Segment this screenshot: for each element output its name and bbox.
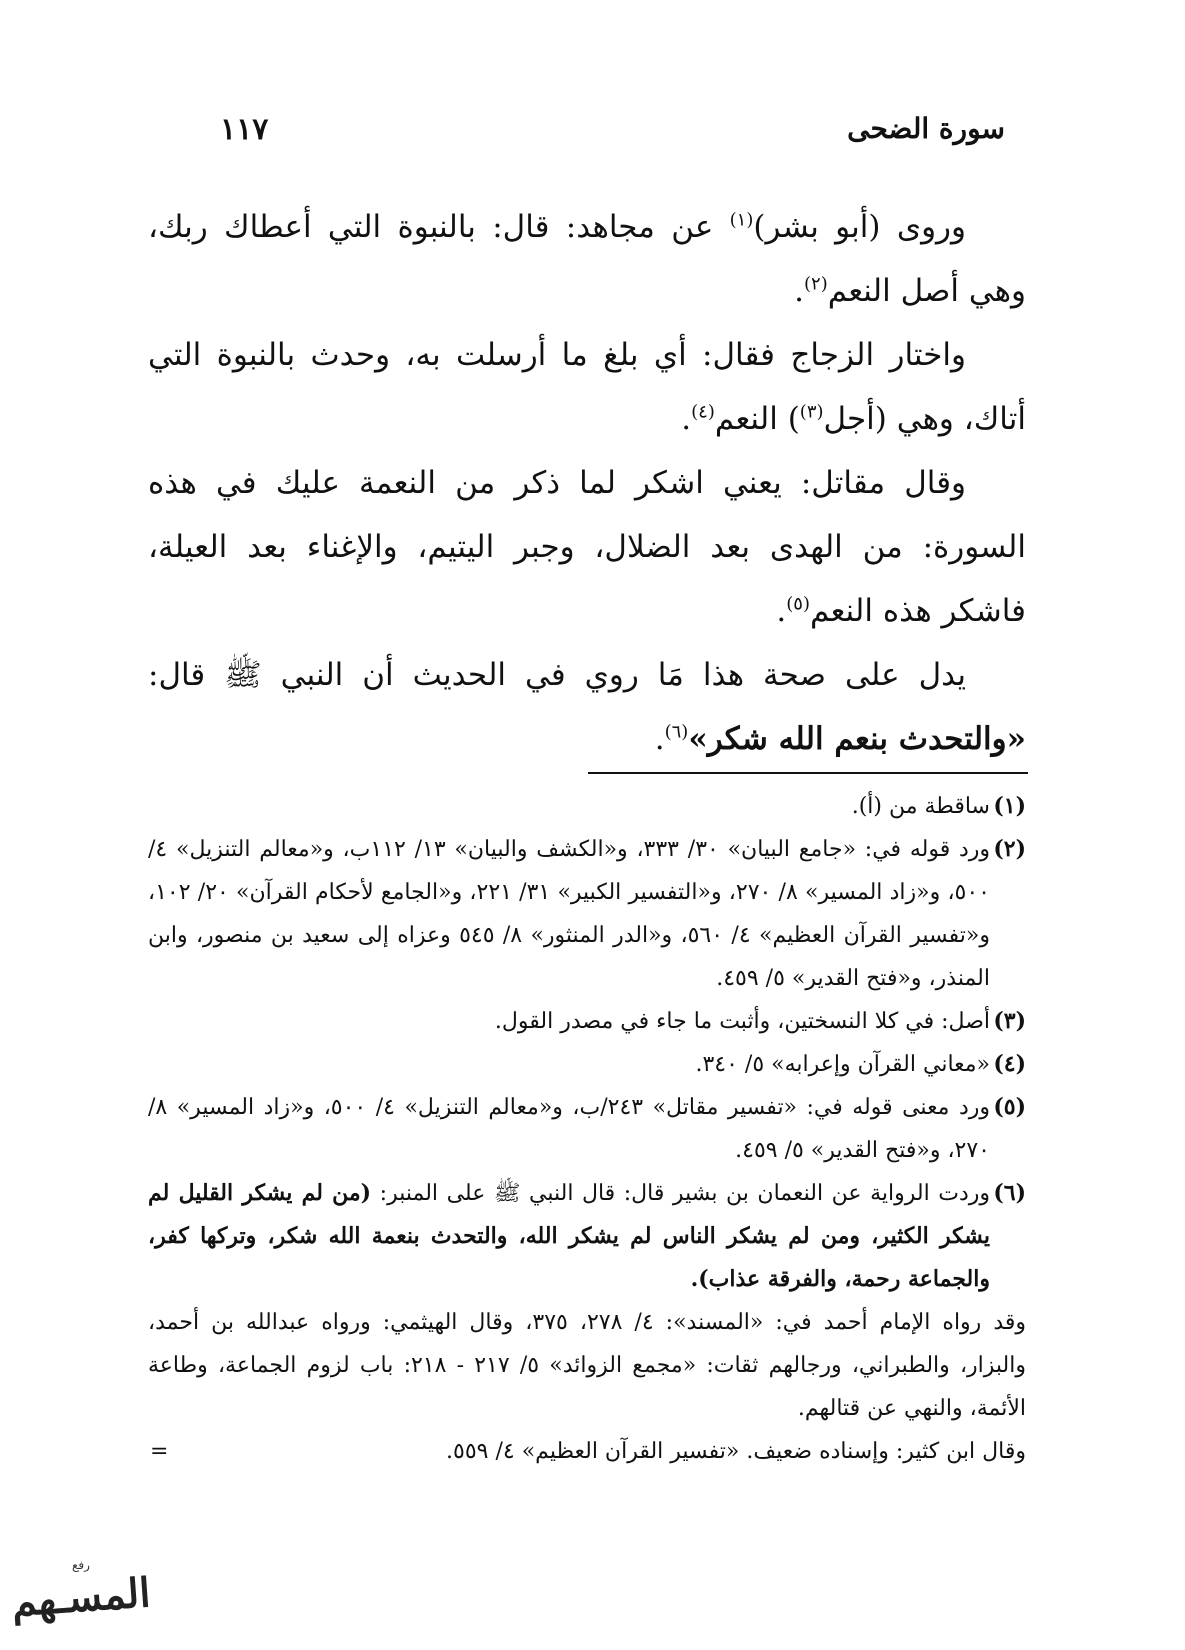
text-run: ورد قوله في: «جامع البيان» ٣٠/ ٣٣٣، و«الكشف والبيان» ١٣/ ١١٢ب، و«معالم التنزيل» ٤/ ٥٠٠، و«زاد المسير» ٨/ ٢٧٠، و«التفسير الكبير» ٣١/ ٢٢١، و«الجامع لأحكام القرآن» ٢٠/ ١٠٢، و«تفسير القرآن العظيم» ٤/ ٥٦٠، و«الدر المنثور» ٨/ ٥٤٥ وعزاه إلى سعيد بن منصور، وابن المنذر، و«فتح القدير» ٥/ ٤٥٩. (148, 837, 991, 991)
page-number: ١١٧ (220, 112, 269, 147)
footnote-number: (٦) (993, 1180, 1026, 1206)
main-text (148, 195, 1026, 771)
footnote (148, 1172, 1026, 1301)
footnote-ref: (٤) (691, 401, 715, 423)
text-run: ورد معنى قوله في: «تفسير مقاتل» ٢٤٣/ب، و«معالم التنزيل» ٤/ ٥٠٠، و«زاد المسير» ٨/ ٢٧٠، و«فتح القدير» ٥/ ٤٥٩. (148, 1095, 990, 1163)
footnote-list (148, 785, 1026, 1301)
footnote-divider (588, 772, 1028, 774)
text-run: . (681, 401, 692, 437)
text-run: يدل على صحة هذا مَا روي في الحديث أن النبي ﷺ قال: (148, 657, 966, 693)
footnote (148, 828, 1026, 1000)
footnote-text (148, 785, 990, 828)
text-run: . (776, 593, 787, 629)
footnote-text (148, 1086, 990, 1172)
footnote-ref: (٣) (799, 401, 824, 423)
text-run: وردت الرواية عن النعمان بن بشير قال: قال النبي ﷺ على المنبر: (371, 1181, 990, 1206)
footnotes (148, 785, 1026, 1473)
text-run: ساقطة من (أ). (851, 794, 990, 819)
text-run: عن مجاهد: قال: بالنبوة التي أعطاك ربك، وهي أصل النعم (148, 209, 1026, 309)
footnote-text (148, 1000, 990, 1043)
footnote-number: (٥) (993, 1094, 1026, 1120)
footnote-number: (٢) (993, 836, 1026, 862)
library-stamp (6, 1558, 156, 1638)
text-run: ) النعم (714, 401, 800, 437)
footnote-number: (٣) (993, 1008, 1026, 1034)
footnote-text (148, 828, 990, 1000)
text-run: أصل: في كلا النسختين، وأثبت ما جاء في مصدر القول. (494, 1009, 990, 1034)
footnote (148, 1000, 1026, 1043)
text-run: وقال مقاتل: يعني اشكر لما ذكر من النعمة عليك في هذه السورة: من الهدى بعد الضلال، وجبر اليتيم، والإغناء بعد العيلة، فاشكر هذه النعم (148, 465, 1026, 629)
footnote-ref: (٥) (786, 593, 810, 615)
footnote-text (148, 1043, 990, 1086)
paragraph (148, 451, 1026, 643)
continuation-last-line (148, 1430, 1026, 1473)
footnote-number: (١) (993, 793, 1026, 819)
text-run: وروى (أبو بشر) (753, 209, 967, 245)
bold-text: (من لم يشكر القليل لم يشكر الكثير، ومن لم يشكر الناس لم يشكر الله، والتحدث بنعمة الله شكر، وتركها كفر، والجماعة رحمة، والفرقة عذاب). (148, 1180, 990, 1292)
paragraph (148, 643, 1026, 771)
footnote-continuation (148, 1301, 1026, 1473)
footnote-ref: (٢) (803, 273, 828, 295)
footnote-number: (٤) (993, 1051, 1026, 1077)
text-run: . (794, 273, 804, 309)
text-run: واختار الزجاج فقال: أي بلغ ما أرسلت به، وحدث بالنبوة التي أتاك، وهي (أجل (148, 337, 1026, 437)
continuation-text: وقد رواه الإمام أحمد في: «المسند»: ٤/ ٢٧٨، ٣٧٥، وقال الهيثمي: ورواه عبدالله بن أحمد، والبزار، والطبراني، ورجالهم ثقات: «مجمع الزوائد» ٥/ ٢١٧ - ٢١٨: باب لزوم الجماعة، وطاعة الأئمة، والنهي عن قتالهم. (148, 1310, 1027, 1421)
footnote (148, 785, 1026, 828)
page-header (150, 112, 1005, 160)
bold-text: «والتحدث بنعم الله شكر» (688, 721, 1026, 757)
paragraph (148, 195, 1026, 323)
footnote (148, 1043, 1026, 1086)
footnote (148, 1086, 1026, 1172)
footnote-ref: (١) (729, 209, 754, 231)
stamp-main: المسـهم (10, 1569, 152, 1626)
continuation-marker: = (150, 1439, 169, 1464)
stamp-sub: رفع (72, 1558, 90, 1572)
paragraph (148, 323, 1026, 451)
continuation-last-text: وقال ابن كثير: وإسناده ضعيف. «تفسير القرآن العظيم» ٤/ ٥٥٩. (446, 1439, 1026, 1464)
footnote-text (148, 1172, 990, 1301)
text-run: «معاني القرآن وإعرابه» ٥/ ٣٤٠. (695, 1052, 990, 1077)
text-run: . (654, 721, 665, 757)
surah-title: سورة الضحى (847, 112, 1005, 145)
footnote-ref: (٦) (664, 721, 689, 743)
